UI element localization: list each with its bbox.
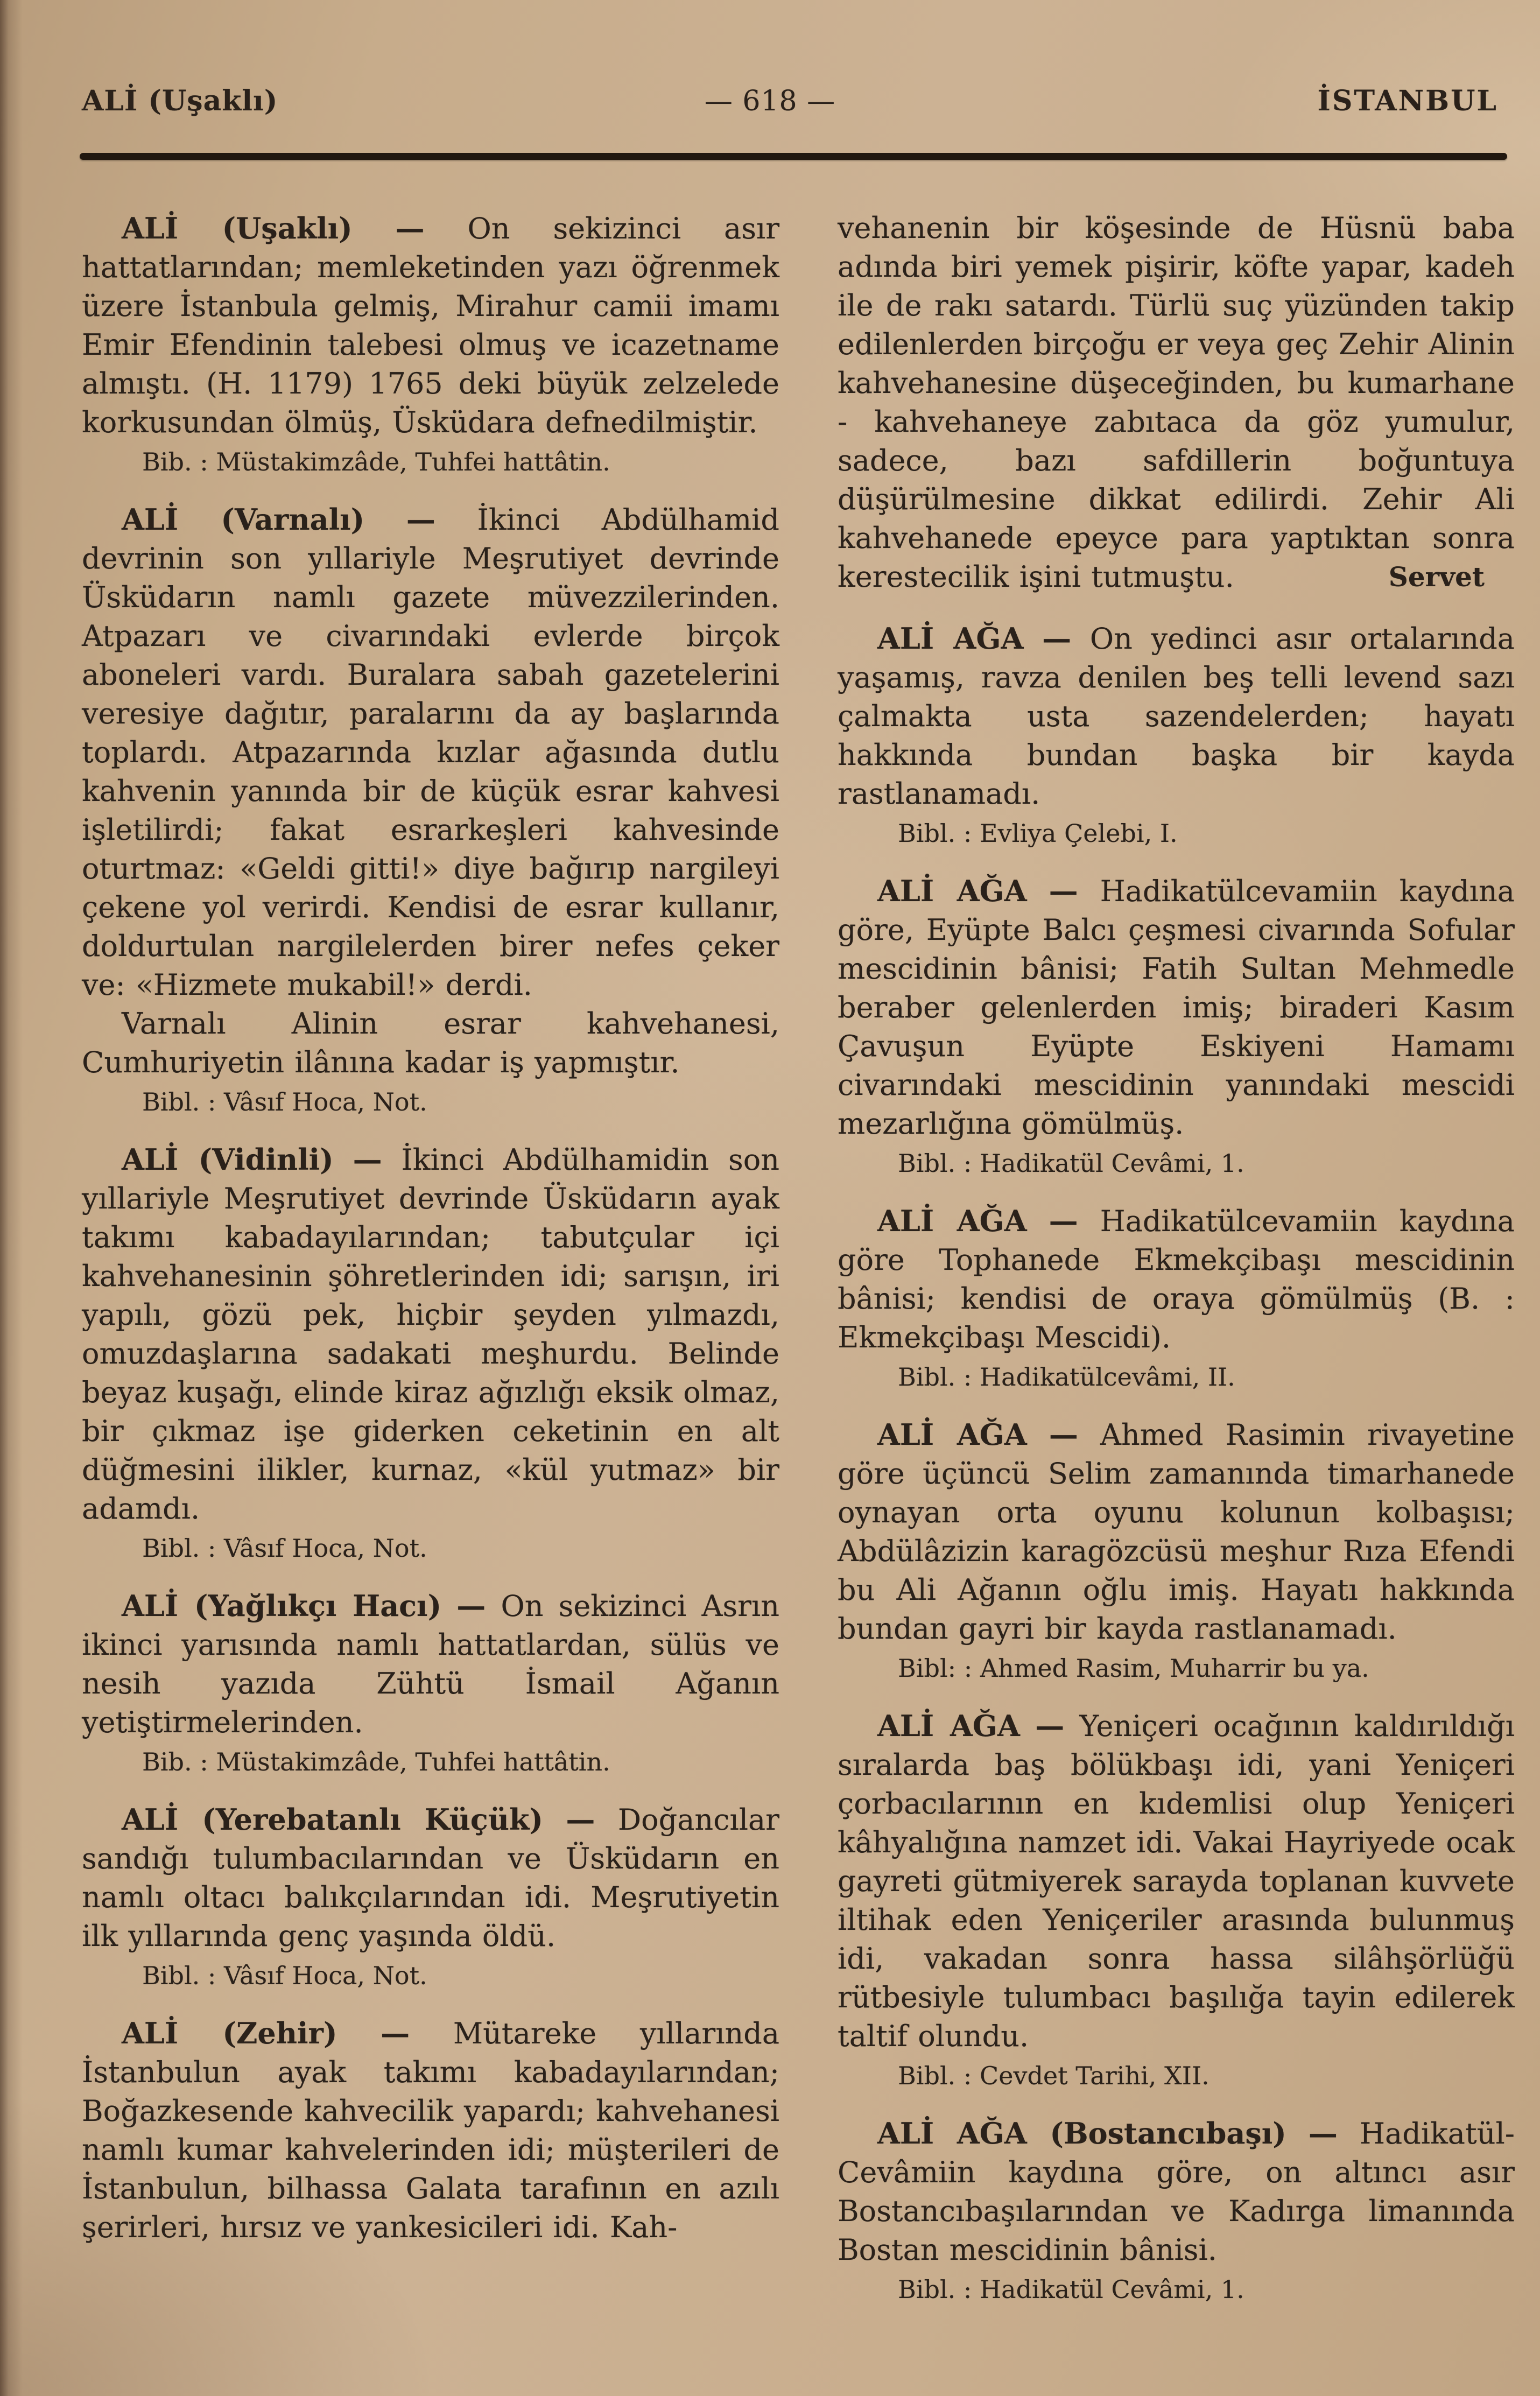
bibliography-line: Bibl. : Hadikatül Cevâmi, 1. <box>898 1149 1244 1178</box>
entry-body: Hadikatül-Cevâmiin kaydına göre, on altıncı asır Bostancıbaşılarından ve Kadırga limanında Bostan mescidinin bânisi. <box>838 2117 1515 2267</box>
entry-ali-aga-5 <box>838 1706 1515 2091</box>
bibliography-line: Bibl. : Vâsıf Hoca, Not. <box>142 1087 427 1116</box>
dash: — <box>1035 1709 1065 1743</box>
entry-body: Hadikatülcevamiin kaydına göre, Eyüpte Balcı çeşmesi civarında Sofular mescidinin bânisi; Fatih Sultan Mehmedle beraber gelenlerden imiş; biraderi Kasım Çavuşun Eyüpte Eskiyeni Hamamı civarındaki mescidinin yanındaki mescidi mezarlığına gömülmüş. <box>838 874 1515 1141</box>
bibliography-line: Bibl. : Vâsıf Hoca, Not. <box>142 1534 427 1563</box>
dash: — <box>406 502 435 537</box>
entry-headword: ALİ (Zehir) <box>122 2016 337 2050</box>
running-head-left: ALİ (Uşaklı) <box>82 85 278 117</box>
entry-body: Hadikatülcevamiin kaydına göre Tophanede Ekmekçibaşı mescidinin bânisi; kendisi de oraya gömülmüş (B. : Ekmekçibaşı Mescidi). <box>838 1204 1515 1354</box>
dash: — <box>1042 621 1072 656</box>
running-head-right: İSTANBUL <box>1317 85 1498 117</box>
entry-ali-aga-1 <box>838 619 1515 849</box>
dash: — <box>1049 874 1078 908</box>
entry-body: Mütareke yıllarında İstanbulun ayak takımı kabadayılarından; Boğazkesende kahvecilik yapardı; kahvehanesi namlı kumar kahvelerinden idi; müşterileri de İstanbulun, bilhassa Galata tarafının en azılı şerirleri, hırsız ve yankesicileri idi. Kah- <box>82 2016 780 2244</box>
entry-body: İkinci Abdülhamid devrinin son yıllariyle Meşrutiyet devrinde Üsküdarın namlı gazete müvezzilerinden. Atpazarı ve civarındaki evlerde birçok aboneleri vardı. Buralara sabah gazetelerini veresiye dağıtır, paralarını da ay başlarında toplardı. Atpazarında kızlar ağasında dutlu kahvenin yanında bir de küçük esrar kahvesi işletilirdi; fakat esrarkeşleri kahvesinde oturtmaz: «Geldi gitti!» diye bağırıp nargileyi çekene yol verirdi. Kendisi de esrar kullanır, doldurtulan nargilelerden birer nefes çeker ve: «Hizmete mukabil!» derdi. <box>82 503 780 1002</box>
entry-ali-yerebatanli-kucuk <box>82 1800 779 1991</box>
dash: — <box>456 1589 486 1623</box>
entry-paragraph-2: Varnalı Alinin esrar kahvehanesi, Cumhuriyetin ilânına kadar iş yapmıştır. <box>82 1007 779 1079</box>
bibliography-line: Bibl. : Hadikatül Cevâmi, 1. <box>898 2275 1244 2304</box>
entry-paragraph <box>838 872 1515 1143</box>
bibliography-line: Bibl. : Evliya Çelebi, I. <box>898 819 1178 848</box>
entry-headword: ALİ (Varnalı) <box>122 502 365 537</box>
entry-ali-vidinli <box>82 1140 779 1564</box>
entry-paragraph <box>82 1586 779 1742</box>
entry-paragraph <box>82 2014 779 2247</box>
dash: — <box>566 1802 595 1837</box>
dash: — <box>1308 2116 1338 2151</box>
entry-headword: ALİ AĞA <box>877 1417 1027 1452</box>
entry-paragraph <box>82 209 779 442</box>
entry-body: İkinci Abdülhamidin son yıllariyle Meşrutiyet devrinde Üsküdarın ayak takımı kabadayılarından; tabutçular içi kahvehanesinin şöhretlerinden idi; sarışın, iri yapılı, gözü pek, hiçbir şeyden yılmazdı, omuzdaşlarına sadakati meşhurdu. Belinde beyaz kuşağı, elinde kiraz ağızlığı eksik olmaz, bir çıkmaz işe giderken ceketinin en alt düğmesini ilikler, kurnaz, «kül yutmaz» bir adamdı. <box>82 1143 780 1526</box>
entry-headword: ALİ (Yağlıkçı Hacı) <box>122 1589 442 1623</box>
entry-headword: ALİ AĞA <box>877 1709 1020 1743</box>
entry-paragraph <box>82 500 779 1004</box>
entry-ali-aga-bostancibasi <box>838 2114 1515 2305</box>
bibliography-line: Bibl: : Ahmed Rasim, Muharrir bu ya. <box>898 1654 1369 1683</box>
bibliography-line: Bib. : Müstakimzâde, Tuhfei hattâtin. <box>142 1747 610 1776</box>
bibliography-line: Bib. : Müstakimzâde, Tuhfei hattâtin. <box>142 447 610 476</box>
entry-paragraph <box>82 1800 779 1956</box>
entry-headword: ALİ AĞA <box>877 621 1024 656</box>
dash: — <box>1049 1204 1078 1238</box>
entry-ali-aga-3 <box>838 1201 1515 1393</box>
entry-paragraph <box>838 1415 1515 1648</box>
entry-ali-aga-4 <box>838 1415 1515 1684</box>
entry-body: On sekizinci Asrın ikinci yarısında namlı hattatlardan, sülüs ve nesih yazıda Zühtü İsmail Ağanın yetiştirmelerinden. <box>82 1589 780 1739</box>
author-signature: Servet <box>1388 561 1485 593</box>
column-right <box>838 209 1515 2305</box>
entry-body: Ahmed Rasimin rivayetine göre üçüncü Selim zamanında timarhanede oynayan orta oyunu kolunun kolbaşısı; Abdülâzizin karagözcüsü meşhur Rıza Efendi bu Ali Ağanın oğlu imiş. Hayatı hakkında bundan gayri bir kayda rastlanamadı. <box>838 1418 1515 1646</box>
dash: — <box>381 2016 410 2050</box>
dash: — <box>395 211 425 245</box>
entry-body: Doğancılar sandığı tulumbacılarından ve Üsküdarın en namlı oltacı balıkçılarından idi. Meşrutiyetin ilk yıllarında genç yaşında öldü. <box>82 1803 779 1953</box>
dash: — <box>1049 1417 1078 1452</box>
page-number: — 618 — <box>704 85 836 117</box>
continuation-paragraph: vehanenin bir köşesinde de Hüsnü baba adında biri yemek pişirir, köfte yapar, kadeh ile de rakı satardı. Türlü suç yüzünden takip edilenlerden birçoğu er veya geç Zehir Alinin kahvehanesine düşeceğinden, bu kumarhane - kahvehaneye zabıtaca da göz yumulur, sadece, bazı safdillerin boğuntuya düşürülmesine dikkat edilirdi. Zehir Ali kahvehanede epeyce para yaptıktan sonra kerestecilik işini tutmuştu. <box>838 211 1515 594</box>
entry-headword: ALİ AĞA <box>877 874 1027 908</box>
entry-ali-zehir <box>82 2014 779 2247</box>
header-rule <box>80 153 1507 160</box>
entry-ali-zehir-continuation <box>838 209 1515 596</box>
entry-paragraph <box>838 2114 1515 2269</box>
entry-paragraph <box>838 1201 1515 1357</box>
entry-headword: ALİ AĞA <box>877 1204 1027 1238</box>
entry-paragraph <box>82 1140 779 1528</box>
bibliography-line: Bibl. : Cevdet Tarihi, XII. <box>898 2061 1210 2090</box>
entry-body: On yedinci asır ortalarında yaşamış, ravza denilen beş telli levend sazı çalmakta usta sazendelerden; hayatı hakkında bundan başka bir kayda rastlanamadı. <box>838 622 1515 811</box>
dash: — <box>353 1142 382 1177</box>
entry-body: On sekizinci asır hattatlarından; memleketinden yazı öğrenmek üzere İstanbula gelmiş, Mirahur camii imamı Emir Efendinin talebesi olmuş ve icazetname almıştı. (H. 1179) 1765 deki büyük zelzelede korkusundan ölmüş, Üsküdara defnedilmiştir. <box>82 212 780 439</box>
entry-body: Yeniçeri ocağının kaldırıldığı sıralarda baş bölükbaşı idi, yani Yeniçeri çorbacılarının en kıdemlisi olup Yeniçeri kâhyalığına namzet idi. Vakai Hayriyede ocak gayreti gütmiyerek sarayda toplanan kuvvete iltihak eden Yeniçeriler arasında bulunmuş idi, vakadan sonra hassa silâhşörlüğü rütbesiyle tulumbacı başılığa tayin edilerek taltif olundu. <box>838 1709 1515 2053</box>
entry-ali-usakli <box>82 209 779 477</box>
bibliography-line: Bibl. : Hadikatülcevâmi, II. <box>898 1362 1235 1392</box>
entry-ali-yaglikci-haci <box>82 1586 779 1777</box>
entry-ali-varnali <box>82 500 779 1118</box>
entry-paragraph <box>838 1706 1515 2056</box>
entry-headword: ALİ (Yerebatanlı Küçük) <box>122 1802 543 1837</box>
entry-ali-aga-2 <box>838 872 1515 1179</box>
entry-headword: ALİ AĞA (Bostancıbaşı) <box>877 2116 1286 2151</box>
column-left <box>82 209 779 2247</box>
entry-headword: ALİ (Vidinli) <box>122 1142 334 1177</box>
entry-headword: ALİ (Uşaklı) <box>122 211 353 245</box>
bibliography-line: Bibl. : Vâsıf Hoca, Not. <box>142 1961 427 1990</box>
entry-paragraph <box>838 619 1515 813</box>
